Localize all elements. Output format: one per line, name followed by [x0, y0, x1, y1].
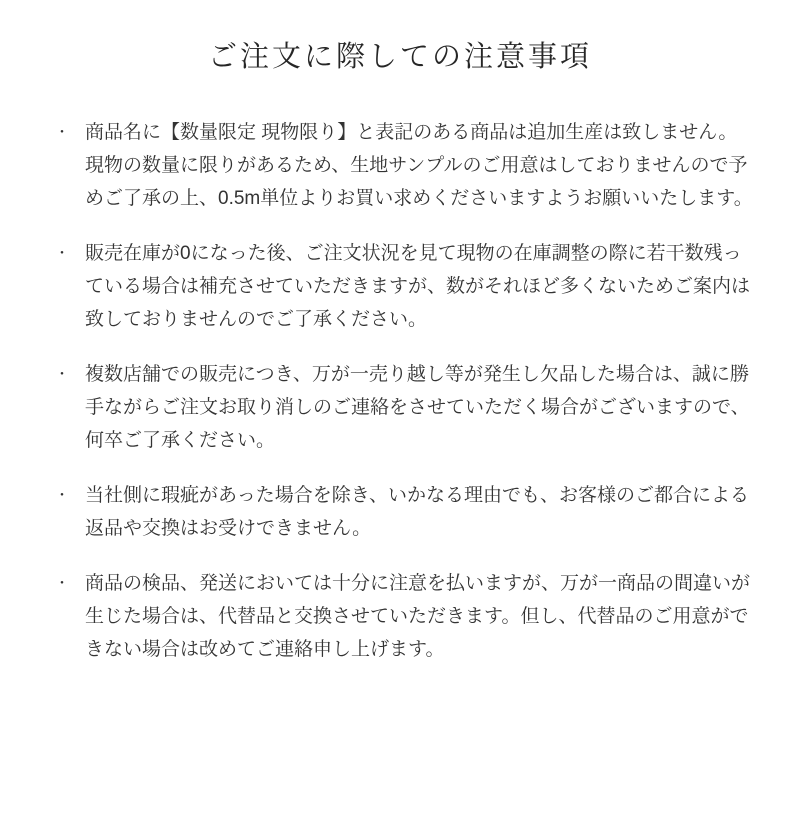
bullet-icon: ・ — [55, 365, 69, 382]
page-title: ご注文に際しての注意事項 — [207, 41, 592, 73]
note-text: 複数店舗での販売につき、万が一売り越し等が発生し欠品した場合は、誠に勝手ながらご注文お取り消しのご連絡をさせていただく場合がございますので、何卒ご了承ください。 — [85, 363, 750, 451]
notice-list — [0, 116, 800, 666]
note-text: 販売在庫が0になった後、ご注文状況を見て現物の在庫調整の際に若干数残っている場合は補充させていただきますが、数がそれほど多くないためご案内は致しておりませんのでご了承ください。 — [85, 242, 751, 330]
bullet-icon: ・ — [55, 486, 69, 503]
list-item — [55, 237, 754, 336]
list-item — [55, 358, 754, 457]
bullet-icon: ・ — [55, 123, 69, 140]
bullet-icon: ・ — [55, 244, 69, 261]
note-text: 当社側に瑕疵があった場合を除き、いかなる理由でも、お客様のご都合による返品や交換はお受けできません。 — [85, 484, 750, 539]
list-item — [55, 116, 754, 215]
order-notice-page — [0, 40, 800, 840]
note-text: 商品の検品、発送においては十分に注意を払いますが、万が一商品の間違いが生じた場合は、代替品と交換させていただきます。但し、代替品のご用意ができない場合は改めてご連絡申し上げます。 — [85, 572, 751, 660]
bullet-icon: ・ — [55, 574, 69, 591]
note-text: 商品名に【数量限定 現物限り】と表記のある商品は追加生産は致しません。現物の数量に限りがあるため、生地サンプルのご用意はしておりませんので予めご了承の上、0.5m単位よりお買い求めくださいますようお願いいたします。 — [85, 121, 753, 209]
list-item — [55, 567, 754, 666]
list-item — [55, 479, 754, 545]
